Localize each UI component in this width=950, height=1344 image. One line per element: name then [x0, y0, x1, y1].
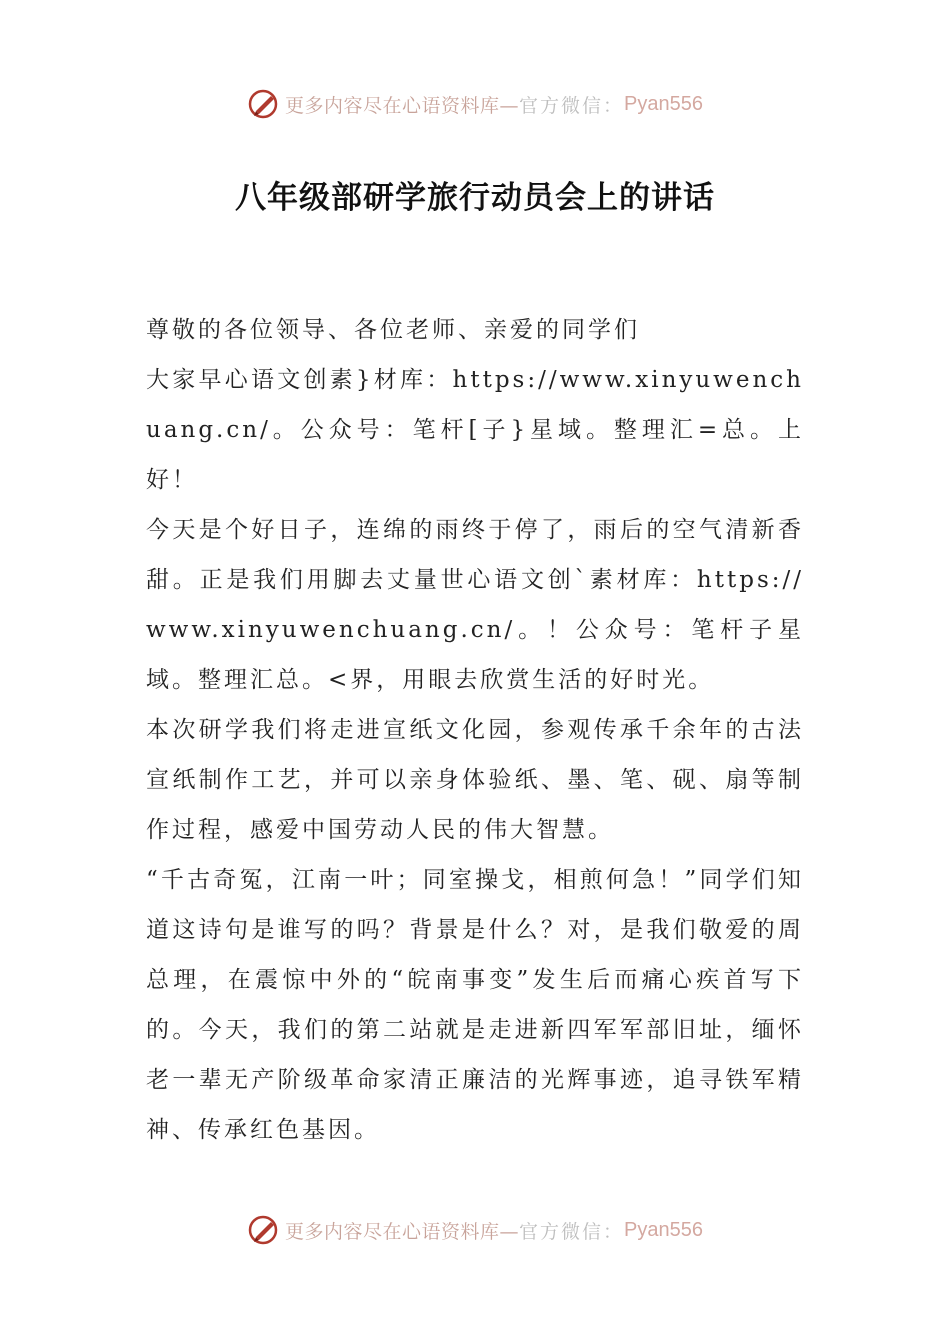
pen-logo-icon: [247, 1213, 281, 1247]
paragraph-2: 今天是个好日子，连绵的雨终于停了，雨后的空气清新香甜。正是我们用脚去丈量世心语文创`素材库：https://www.xinyuwenchuang.cn/。！公众号：笔杆子星域。整理汇总。<界，用眼去欣赏生活的好时光。: [146, 517, 804, 693]
banner-text: 更多内容尽在心语资料库—: [285, 1220, 520, 1243]
header-banner: [0, 84, 950, 124]
banner-text: 更多内容尽在心语资料库—: [285, 94, 520, 117]
paragraph-3: 本次研学我们将走进宣纸文化园，参观传承千余年的古法宣纸制作工艺，并可以亲身体验纸、墨、笔、砚、扇等制作过程，感爱中国劳动人民的伟大智慧。: [146, 717, 804, 843]
footer-banner: [0, 1210, 950, 1250]
pen-logo-icon: [247, 87, 281, 121]
document-title: 八年级部研学旅行动员会上的讲话: [235, 180, 715, 216]
banner-wechat-label: 官方微信：: [519, 94, 625, 117]
paragraph-4: “千古奇冤，江南一叶；同室操戈，相煎何急！”同学们知道这诗句是谁写的吗？背景是什么？对，是我们敬爱的周总理，在震惊中外的“皖南事变”发生后而痛心疾首写下的。今天，我们的第二站就是走进新四军军部旧址，缅怀老一辈无产阶级革命家清正廉洁的光辉事迹，追寻铁军精神、传承红色基因。: [146, 867, 804, 1143]
banner-wechat-label: 官方微信：: [519, 1220, 625, 1243]
document-body: [146, 305, 804, 1155]
banner-wechat-id: Pyan556: [624, 1218, 703, 1241]
banner-wechat-id: Pyan556: [624, 92, 703, 115]
paragraph-greeting: 尊敬的各位领导、各位老师、亲爱的同学们: [146, 317, 640, 343]
paragraph-1: 大家早心语文创素}材库：https://www.xinyuwenchuang.cn/。公众号：笔杆[子}星域。整理汇=总。上好！: [146, 367, 804, 493]
